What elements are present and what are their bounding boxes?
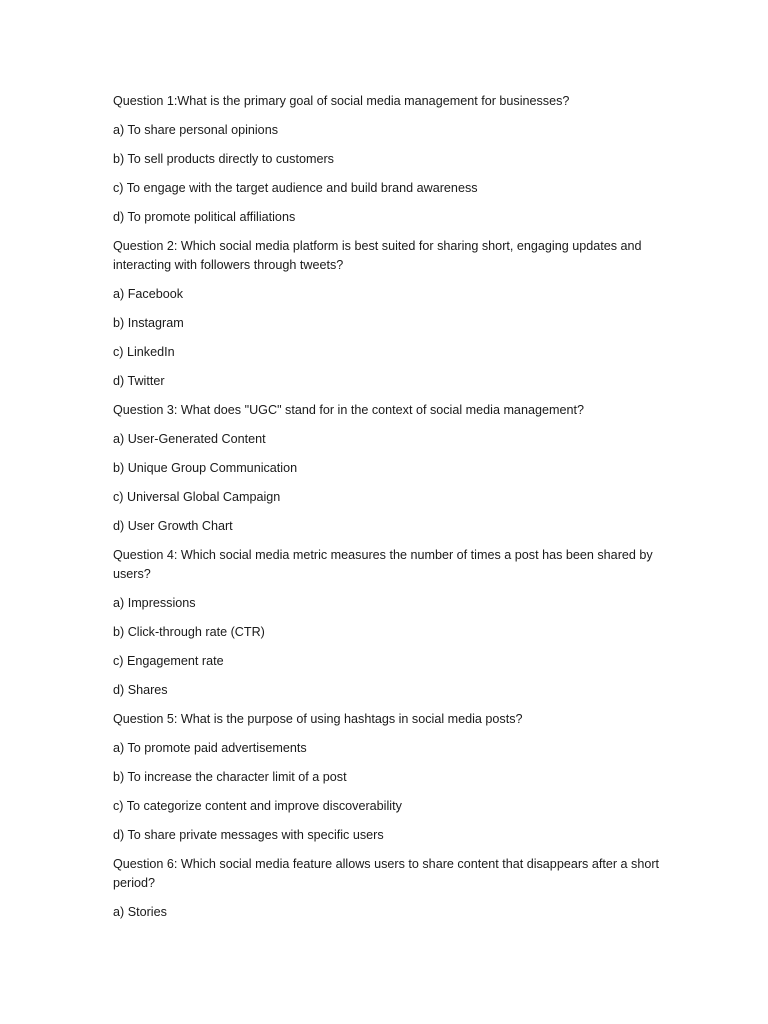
answer-option: c) Engagement rate xyxy=(113,654,224,668)
question-text: Question 4: Which social media metric measures the number of times a post has been shared by users? xyxy=(113,548,653,581)
answer-option: a) To promote paid advertisements xyxy=(113,741,307,755)
question-text: Question 6: Which social media feature allows users to share content that disappears after a short period? xyxy=(113,857,660,890)
answer-option: a) Facebook xyxy=(113,287,184,301)
question-text: Question 1:What is the primary goal of social media management for businesses? xyxy=(113,94,570,108)
answer-option: a) User-Generated Content xyxy=(113,432,266,446)
quiz-content xyxy=(113,92,661,932)
answer-option: a) To share personal opinions xyxy=(113,123,278,137)
answer-option: c) To categorize content and improve discoverability xyxy=(113,799,402,813)
question-text: Question 5: What is the purpose of using hashtags in social media posts? xyxy=(113,712,523,726)
answer-option: c) LinkedIn xyxy=(113,345,175,359)
question-text: Question 3: What does "UGC" stand for in the context of social media management? xyxy=(113,403,584,417)
question-block-5 xyxy=(113,710,661,845)
question-text: Question 2: Which social media platform is best suited for sharing short, engaging updates and interacting with followers through tweets? xyxy=(113,239,642,272)
answer-option: b) Click-through rate (CTR) xyxy=(113,625,265,639)
answer-option: d) User Growth Chart xyxy=(113,519,233,533)
answer-option: d) To promote political affiliations xyxy=(113,210,296,224)
question-block-6 xyxy=(113,855,661,922)
answer-option: c) Universal Global Campaign xyxy=(113,490,281,504)
question-block-1 xyxy=(113,92,661,227)
answer-option: d) Twitter xyxy=(113,374,165,388)
answer-option: a) Stories xyxy=(113,905,167,919)
question-block-3 xyxy=(113,401,661,536)
answer-option: d) Shares xyxy=(113,683,168,697)
answer-option: c) To engage with the target audience and build brand awareness xyxy=(113,181,478,195)
question-block-4 xyxy=(113,546,661,700)
question-block-2 xyxy=(113,237,661,391)
answer-option: b) To sell products directly to customers xyxy=(113,152,334,166)
answer-option: d) To share private messages with specific users xyxy=(113,828,384,842)
answer-option: a) Impressions xyxy=(113,596,196,610)
answer-option: b) Unique Group Communication xyxy=(113,461,298,475)
answer-option: b) To increase the character limit of a post xyxy=(113,770,347,784)
answer-option: b) Instagram xyxy=(113,316,184,330)
